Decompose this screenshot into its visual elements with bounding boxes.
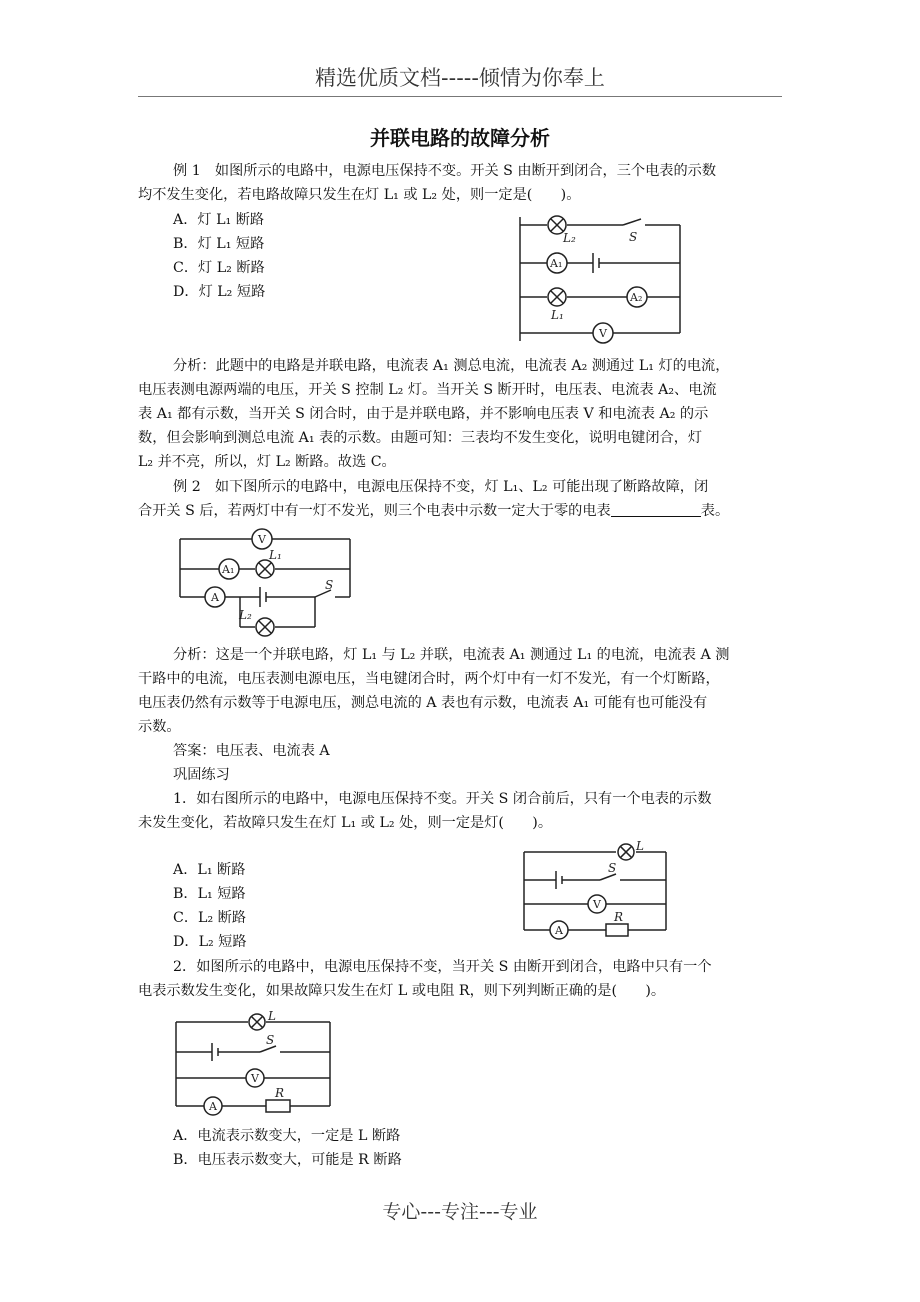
ex2-circuit-diagram <box>175 525 355 640</box>
practice-q1-option-d: D．L₂ 短路 <box>173 934 247 950</box>
practice-q1-label-a: A <box>555 924 563 937</box>
ex2-question-text: 合开关 S 后，若两灯中有一灯不发光，则三个电表中示数一定大于零的电表 <box>138 503 611 519</box>
practice-q1-label-v: V <box>593 898 601 911</box>
ex2-analysis-line3: 电压表仍然有示数等于电源电压，测总电流的 A 表也有示数，电流表 A₁ 可能有也可能没有 <box>138 695 708 711</box>
practice-q2-label-r: R <box>275 1086 285 1100</box>
practice-q1-resistor-icon <box>606 924 628 936</box>
practice-q1-line1: 1．如右图所示的电路中，电源电压保持不变。开关 S 闭合前后，只有一个电表的示数 <box>173 791 712 807</box>
practice-q2-line2: 电表示数发生变化，如果故障只发生在灯 L 或电阻 R，则下列判断正确的是( )。 <box>138 983 666 999</box>
ex2-analysis-line4: 示数。 <box>138 719 181 735</box>
ex1-circuit-diagram <box>515 215 685 343</box>
practice-q2-label-a: A <box>209 1100 217 1113</box>
ex1-option-c: C．灯 L₂ 断路 <box>173 260 265 276</box>
ex2-analysis-line2: 干路中的电流，电压表测电源电压，当电键闭合时，两个灯中有一灯不发光，有一个灯断路， <box>138 671 720 687</box>
practice-q1-option-b: B．L₁ 短路 <box>173 886 246 902</box>
ex1-analysis-line3: 表 A₁ 都有示数，当开关 S 闭合时，由于是并联电路，并不影响电压表 V 和电流表 A₂ 的示 <box>138 406 709 422</box>
ex2-label-s: S <box>325 578 334 592</box>
practice-q1-circuit-diagram <box>520 839 670 942</box>
practice-q2-label-l: L <box>268 1009 276 1023</box>
practice-heading: 巩固练习 <box>173 767 230 783</box>
ex1-option-a: A．灯 L₁ 断路 <box>173 212 265 228</box>
ex1-question-line1: 例 1 如图所示的电路中，电源电压保持不变。开关 S 由断开到闭合，三个电表的示数 <box>173 163 717 179</box>
ex1-option-b: B．灯 L₁ 短路 <box>173 236 265 252</box>
practice-q1-label-r: R <box>614 910 624 924</box>
practice-q1-label-l: L <box>636 839 644 853</box>
ex2-answer-blank <box>611 502 701 517</box>
ex1-analysis-line4: 数，但会影响到测总电流 A₁ 表的示数。由题可知：三表均不发生变化，说明电键闭合，灯 <box>138 430 703 446</box>
ex1-label-s: S <box>629 230 638 244</box>
ex2-label-v: V <box>258 533 266 546</box>
ex1-label-l2: L₂ <box>563 231 576 245</box>
ex2-label-l2: L₂ <box>239 608 252 622</box>
page-header: 精选优质文档-----倾情为你奉上 <box>138 62 782 97</box>
practice-q1-label-s: S <box>608 861 617 875</box>
ex2-label-l1: L₁ <box>269 548 282 562</box>
practice-q1-option-c: C．L₂ 断路 <box>173 910 247 926</box>
practice-q2-label-v: V <box>251 1072 259 1085</box>
practice-q2-option-b: B．电压表示数变大，可能是 R 断路 <box>173 1152 402 1168</box>
ex2-question-line2 <box>138 499 729 523</box>
ex1-option-d: D．灯 L₂ 短路 <box>173 284 266 300</box>
ex1-question-line2: 均不发生变化，若电路故障只发生在灯 L₁ 或 L₂ 处，则一定是( )。 <box>138 187 581 203</box>
ex1-analysis-line1: 分析：此题中的电路是并联电路，电流表 A₁ 测总电流，电流表 A₂ 测通过 L₁ 灯的电流， <box>173 358 730 374</box>
practice-q2-label-s: S <box>266 1033 275 1047</box>
ex1-analysis-line5: L₂ 并不亮，所以，灯 L₂ 断路。故选 C。 <box>138 454 396 470</box>
ex1-label-a2: A₂ <box>630 291 643 304</box>
ex2-question-tail: 表。 <box>700 503 730 519</box>
page-footer: 专心---专注---专业 <box>382 1201 538 1223</box>
practice-q2-option-a: A．电流表示数变大，一定是 L 断路 <box>173 1128 401 1144</box>
practice-q2-line1: 2．如图所示的电路中，电源电压保持不变，当开关 S 由断开到闭合，电路中只有一个 <box>173 959 712 975</box>
practice-q2-circuit-diagram <box>172 1009 334 1118</box>
page-title: 并联电路的故障分析 <box>370 126 550 150</box>
practice-q1-option-a: A．L₁ 断路 <box>173 862 246 878</box>
ex2-label-a1: A₁ <box>222 563 235 576</box>
ex1-label-v: V <box>599 327 607 340</box>
ex1-label-a1: A₁ <box>550 257 563 270</box>
practice-q2-resistor-icon <box>266 1100 290 1112</box>
ex2-question-line1: 例 2 如下图所示的电路中，电源电压保持不变，灯 L₁、L₂ 可能出现了断路故障，闭 <box>173 479 709 495</box>
ex2-label-a: A <box>211 591 219 604</box>
practice-q1-line2: 未发生变化，若故障只发生在灯 L₁ 或 L₂ 处，则一定是灯( )。 <box>138 815 553 831</box>
ex1-analysis-line2: 电压表测电源两端的电压，开关 S 控制 L₂ 灯。当开关 S 断开时，电压表、电流表 A₂、电流 <box>138 382 717 398</box>
ex2-answer: 答案：电压表、电流表 A <box>173 743 330 759</box>
ex2-analysis-line1: 分析：这是一个并联电路，灯 L₁ 与 L₂ 并联，电流表 A₁ 测通过 L₁ 的电流，电流表 A 测 <box>173 647 730 663</box>
ex1-label-l1: L₁ <box>551 308 564 322</box>
